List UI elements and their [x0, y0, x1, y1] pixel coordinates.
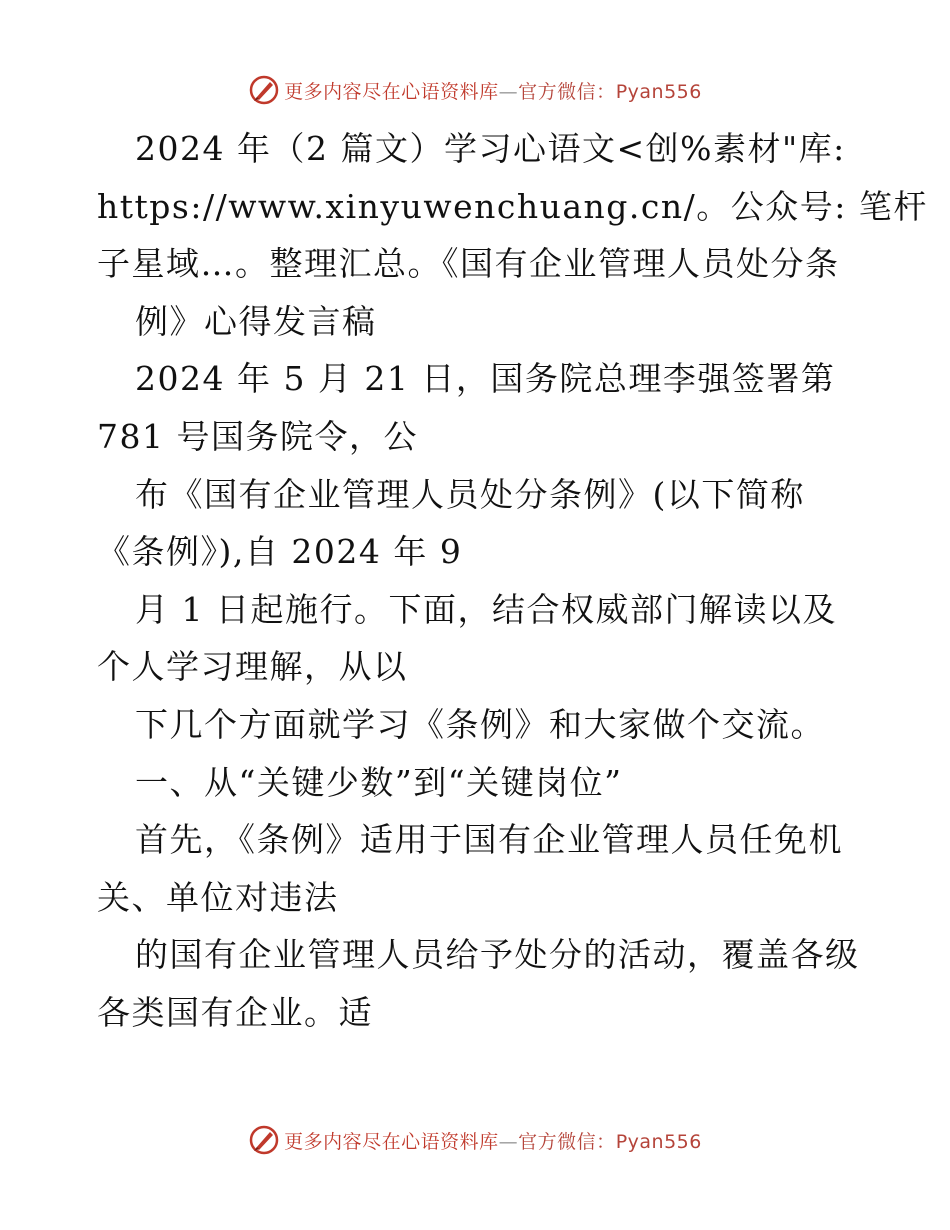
text-line: 关、单位对违法 — [97, 877, 339, 917]
text-line: 个人学习理解，从以 — [97, 647, 408, 687]
text-line: 的国有企业管理人员给予处分的活动，覆盖各级 — [135, 935, 860, 975]
section-heading: 一、从“关键少数”到“关键岗位” — [135, 762, 623, 802]
text-line: 《条例》),自 2024 年 9 — [97, 532, 463, 572]
text-line: 首先，《条例》适用于国有企业管理人员任免机 — [135, 820, 843, 860]
banner-wechat-id: Pyan556 — [615, 80, 702, 103]
banner-wechat-label: 官方微信： — [518, 1130, 616, 1153]
document-body — [97, 126, 928, 1048]
banner-wechat-label: 官方微信： — [518, 80, 616, 103]
text-line: 子星域…。整理汇总。《国有企业管理人员处分条 — [97, 244, 840, 284]
text-line: 各类国有企业。适 — [97, 992, 373, 1032]
text-line: 月 1 日起施行。下面，结合权威部门解读以及 — [135, 589, 837, 629]
text-line: https://www.xinyuwenchuang.cn/。公众号: 笔杆 — [97, 186, 928, 226]
banner-title: 更多内容尽在心语资料库 — [284, 80, 499, 103]
banner-text — [284, 77, 702, 104]
banner-content — [248, 74, 702, 106]
footer-watermark-banner — [0, 1120, 950, 1160]
banner-separator: — — [498, 1130, 519, 1153]
text-line: 下几个方面就学习《条例》和大家做个交流。 — [135, 704, 825, 744]
text-line: 781 号国务院令，公 — [97, 416, 418, 456]
quill-pen-seal-icon — [248, 74, 280, 106]
banner-content — [248, 1124, 702, 1156]
text-line: 布《国有企业管理人员处分条例》(以下简称 — [135, 474, 805, 514]
banner-title: 更多内容尽在心语资料库 — [284, 1130, 499, 1153]
banner-wechat-id: Pyan556 — [615, 1130, 702, 1153]
banner-text — [284, 1127, 702, 1154]
header-watermark-banner — [0, 70, 950, 110]
banner-separator: — — [498, 80, 519, 103]
text-line: 例》心得发言稿 — [135, 301, 377, 341]
quill-pen-seal-icon — [248, 1124, 280, 1156]
text-line: 2024 年（2 篇文）学习心语文<创%素材"库: — [135, 129, 846, 168]
text-line: 2024 年 5 月 21 日，国务院总理李强签署第 — [135, 359, 836, 399]
